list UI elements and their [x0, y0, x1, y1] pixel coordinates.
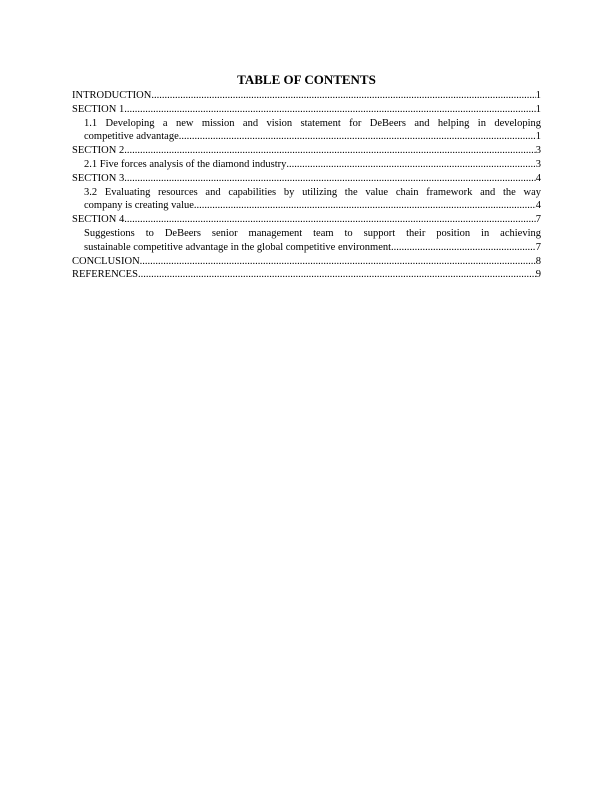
toc-page-number: 7: [535, 214, 541, 226]
toc-title: TABLE OF CONTENTS: [237, 72, 376, 87]
toc-entry-suggestions[interactable]: [72, 227, 541, 255]
toc-page-number: 7: [535, 241, 541, 253]
dot-leader: [124, 144, 536, 158]
toc-entry-introduction[interactable]: [72, 89, 541, 103]
toc-entry-label-first-line: Suggestions to DeBeers senior management team to support their position in achieving: [84, 227, 541, 239]
toc-entry-label-first-line: 1.1 Developing a new mission and vision statement for DeBeers and helping in developing: [84, 117, 541, 129]
toc-entry-label-continuation: sustainable competitive advantage in the global competitive environment: [84, 241, 392, 253]
toc-entry-label: SECTION 2: [72, 145, 125, 157]
toc-entry-label: SECTION 3: [72, 172, 125, 184]
toc-page-number: 3: [535, 158, 541, 170]
toc-entry-label: INTRODUCTION: [72, 90, 152, 101]
toc-entry-label: SECTION 1: [72, 103, 125, 115]
document-page: [72, 72, 541, 282]
dot-leader: [286, 158, 535, 172]
toc-entry-label: SECTION 4: [72, 214, 125, 226]
toc-entry-section-3[interactable]: [72, 172, 541, 186]
toc-entry-1-1[interactable]: [72, 117, 541, 145]
toc-page-number: 1: [535, 103, 541, 115]
dot-leader: [151, 89, 535, 103]
dot-leader: [124, 103, 536, 117]
dot-leader: [391, 241, 536, 255]
dot-leader: [179, 130, 536, 144]
toc-entry-3-2[interactable]: [72, 186, 541, 214]
toc-page-number: 9: [535, 269, 541, 281]
toc-page-number: 4: [535, 200, 541, 212]
toc-entry-label: REFERENCES: [72, 269, 138, 281]
toc-page-number: 4: [535, 172, 541, 184]
toc-entry-references[interactable]: [72, 268, 541, 282]
toc-entry-section-1[interactable]: [72, 103, 541, 117]
toc-list: [72, 89, 541, 282]
toc-page-number: 3: [535, 145, 541, 157]
toc-entry-section-2[interactable]: [72, 144, 541, 158]
toc-entry-label-continuation: competitive advantage: [84, 131, 179, 143]
toc-entry-label-continuation: company is creating value: [84, 200, 194, 212]
dot-leader: [194, 199, 536, 213]
dot-leader: [124, 213, 536, 227]
dot-leader: [140, 255, 536, 269]
toc-entry-section-4[interactable]: [72, 213, 541, 227]
toc-entry-label: CONCLUSION: [72, 255, 140, 267]
dot-leader: [124, 172, 536, 186]
toc-entry-2-1[interactable]: [72, 158, 541, 172]
toc-page-number: 1: [535, 131, 541, 143]
toc-entry-conclusion[interactable]: [72, 255, 541, 269]
toc-entry-label: 2.1 Five forces analysis of the diamond industry: [84, 158, 287, 170]
dot-leader: [138, 268, 536, 282]
toc-page-number: 8: [535, 255, 541, 267]
toc-entry-label-first-line: 3.2 Evaluating resources and capabilities by utilizing the value chain framework and the way: [84, 186, 541, 198]
toc-page-number: 1: [535, 90, 541, 101]
